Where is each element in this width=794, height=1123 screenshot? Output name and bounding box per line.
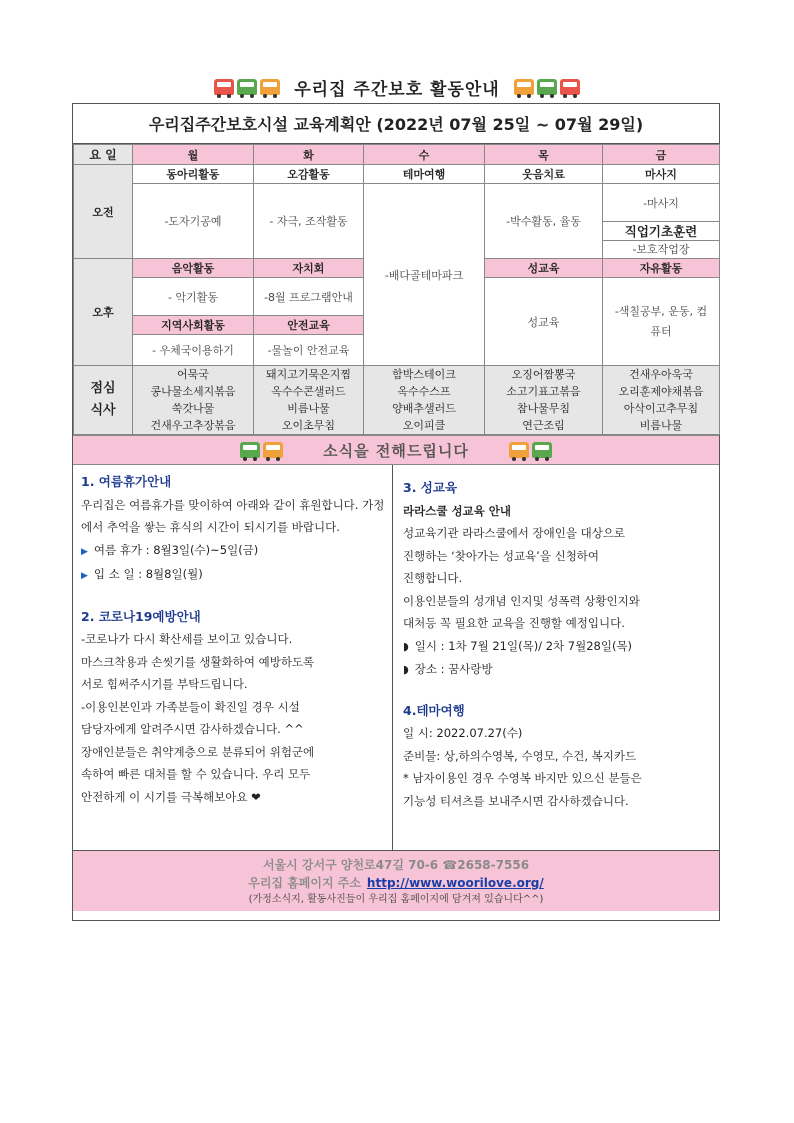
wed-desc: -배다골테마파크 xyxy=(364,184,485,366)
section-title: 3. 성교육 xyxy=(403,480,458,495)
menu-item: 돼지고기묵은지찜 xyxy=(265,368,351,381)
text-line: 장애인분들은 취약계층으로 분류되어 위험군에 xyxy=(81,744,315,759)
menu-item: 콩나물소세지볶음 xyxy=(150,385,236,398)
list-item-text: 장소 : 꿈사랑방 xyxy=(414,662,493,676)
lunch-label-line1: 점심 xyxy=(90,381,116,396)
text-line: -코로나가 다시 확산세를 보이고 있습니다. xyxy=(81,632,293,646)
menu-item: 양배추샐러드 xyxy=(392,402,456,415)
mon-am-desc: -도자기공예 xyxy=(133,184,254,259)
triangle-bullet-icon: ▶ xyxy=(81,546,88,557)
day-label: 요 일 xyxy=(74,145,133,165)
bus-icon xyxy=(240,442,260,458)
list-item-text: 여름 휴가 : 8월3일(수)~5일(금) xyxy=(93,542,259,557)
lunch-label-line2: 식사 xyxy=(90,403,116,418)
newsletter-frame xyxy=(72,103,720,921)
list-item xyxy=(403,635,711,659)
thu-am-desc: -박수활동, 율동 xyxy=(485,184,603,259)
tue-pm-desc: -8월 프로그램안내 xyxy=(254,278,364,316)
homepage-label: 우리집 홈페이지 주소 xyxy=(248,876,361,890)
day-fri: 금 xyxy=(603,145,720,165)
mon-am-title: 동아리활동 xyxy=(133,165,254,184)
menu-item: 옥수수스프 xyxy=(397,385,451,398)
thu-pm-title: 성교육 xyxy=(485,259,603,278)
fri-pm-title: 자유활동 xyxy=(603,259,720,278)
mon-pm-desc2: - 우체국이용하기 xyxy=(133,335,254,366)
news-header-bar xyxy=(73,435,719,465)
bus-icon xyxy=(260,79,280,95)
mon-pm-title2: 지역사회활동 xyxy=(133,316,254,335)
section-subtitle: 라라스쿨 성교육 안내 xyxy=(403,503,511,518)
footer xyxy=(73,850,719,911)
bus-icon xyxy=(532,442,552,458)
section-body: 우리집은 여름휴가를 맞이하여 아래와 같이 휴원합니다. 가정에서 추억을 쌓는 휴식의 시간이 되시기를 바랍니다. xyxy=(81,497,385,534)
fri-pm-desc: -색칠공부, 운동, 컴퓨터 xyxy=(603,278,720,366)
menu-item: 오이초무침 xyxy=(281,419,336,432)
afternoon-label: 오후 xyxy=(74,259,133,366)
list-item xyxy=(403,658,711,682)
lunch-thu xyxy=(485,366,603,435)
list-item-text: 입 소 일 : 8월8일(월) xyxy=(93,567,203,581)
lunch-fri xyxy=(603,366,720,435)
news-left-column xyxy=(73,465,393,850)
homepage-link[interactable]: http://www.woorilove.org/ xyxy=(366,876,544,890)
fri-am-desc2: -보호작업장 xyxy=(632,243,690,256)
text-line: 기능성 티셔츠를 보내주시면 감사하겠습니다. xyxy=(403,793,629,808)
bus-icon xyxy=(509,442,529,458)
morning-label: 오전 xyxy=(74,165,133,259)
tue-am-title: 오감활동 xyxy=(254,165,364,184)
bus-icons xyxy=(509,442,552,458)
menu-item: 쑥갓나물 xyxy=(171,402,215,415)
news-body xyxy=(73,465,719,850)
bus-icon xyxy=(214,79,234,95)
lunch-wed xyxy=(364,366,485,435)
fri-am-title: 마사지 xyxy=(603,165,720,184)
text-line: 속하여 빠른 대처를 할 수 있습니다. 우리 모두 xyxy=(81,767,311,781)
menu-item: 옥수수콘샐러드 xyxy=(271,385,346,398)
day-wed: 수 xyxy=(364,145,485,165)
list-item xyxy=(81,563,386,588)
menu-item: 소고기표고볶음 xyxy=(506,385,581,398)
list-item xyxy=(81,539,386,564)
bullet-icon: ◗ xyxy=(403,639,409,653)
lunch-tue xyxy=(254,366,364,435)
bus-icon xyxy=(237,79,257,95)
tue-pm-title: 자치회 xyxy=(254,259,364,278)
day-mon: 월 xyxy=(133,145,254,165)
fri-am-title2: 직업기초훈련 xyxy=(603,222,719,241)
menu-item: 비름나물 xyxy=(639,419,683,432)
bus-icon xyxy=(560,79,580,95)
lunch-row xyxy=(74,366,720,435)
footer-address: 서울시 강서구 양천로47길 70-6 ☎2658-7556 xyxy=(262,858,530,872)
bus-icon xyxy=(263,442,283,458)
mon-pm-desc: - 악기활동 xyxy=(133,278,254,316)
menu-item: 건새우아욱국 xyxy=(629,368,693,381)
bus-icons-left xyxy=(214,79,280,95)
bullet-icon: ◗ xyxy=(403,663,409,676)
section-title: 2. 코로나19예방안내 xyxy=(81,608,201,624)
menu-item: 오리훈제야채볶음 xyxy=(618,385,704,398)
thu-pm-desc: 성교육 xyxy=(485,278,603,366)
text-line: 이용인분들의 성개념 인지및 성폭력 상황인지와 xyxy=(403,593,640,608)
menu-item: 함박스테이크 xyxy=(392,368,456,381)
news-right-column xyxy=(393,465,719,850)
lunch-label xyxy=(74,366,133,435)
footer-note: (가정소식지, 활동사진들이 우리집 홈페이지에 담겨져 있습니다^^) xyxy=(248,894,544,905)
text-line: 일 시: 2022.07.27(수) xyxy=(403,726,523,740)
text-line: 담당자에게 알려주시면 감사하겠습니다. ^^ xyxy=(81,722,304,736)
text-line: * 남자이용인 경우 수영복 바지만 있으신 분들은 xyxy=(403,771,642,785)
tue-pm-title2: 안전교육 xyxy=(254,316,364,335)
menu-item: 건새우고추장볶음 xyxy=(150,419,236,432)
day-tue: 화 xyxy=(254,145,364,165)
plan-title: 우리집주간보호시설 교육계획안 (2022년 07월 25일 ~ 07월 29일) xyxy=(73,104,719,144)
menu-item: 참나물무침 xyxy=(516,402,571,415)
section-title: 4.테마여행 xyxy=(403,702,465,718)
bus-icon xyxy=(514,79,534,95)
menu-item: 비름나물 xyxy=(287,402,330,415)
menu-item: 어묵국 xyxy=(177,368,209,381)
list-item-text: 일시 : 1차 7월 21일(목)/ 2차 7월28일(목) xyxy=(414,638,633,653)
day-thu: 목 xyxy=(485,145,603,165)
schedule-table xyxy=(73,144,720,435)
text-line: 진행하는 ‘찾아가는 성교육’을 신청하여 xyxy=(403,548,600,563)
menu-item: 오징어짬뽕국 xyxy=(511,368,576,381)
bus-icons xyxy=(240,442,283,458)
triangle-bullet-icon: ▶ xyxy=(81,571,88,581)
wed-title: 테마여행 xyxy=(364,165,485,184)
text-line: 준비물: 상,하의수영복, 수영모, 수건, 복지카드 xyxy=(403,748,637,763)
lunch-mon xyxy=(133,366,254,435)
section-title: 1. 여름휴가안내 xyxy=(81,474,172,489)
footer-homepage xyxy=(73,874,719,892)
page-header xyxy=(0,72,794,102)
text-line: -이용인본인과 가족분들이 확진일 경우 시설 xyxy=(81,699,300,714)
page-title: 우리집 주간보호 활동안내 xyxy=(294,79,500,100)
text-line: 서로 힘써주시기를 부탁드립니다. xyxy=(81,677,248,691)
bus-icon xyxy=(537,79,557,95)
tue-am-desc: - 자극, 조작활동 xyxy=(254,184,364,259)
menu-item: 연근조림 xyxy=(522,419,565,432)
news-header: 소식을 전해드립니다 xyxy=(323,441,469,460)
text-line: 성교육기관 라라스쿨에서 장애인을 대상으로 xyxy=(403,526,626,540)
fri-am-desc: -마사지 xyxy=(603,184,720,222)
text-line: 마스크착용과 손씻기를 생활화하여 예방하도록 xyxy=(81,654,315,669)
menu-item: 아삭이고추무침 xyxy=(623,402,699,415)
text-line: 진행합니다. xyxy=(403,571,463,585)
menu-item: 오이피클 xyxy=(402,419,446,432)
tue-pm-desc2: -물놀이 안전교육 xyxy=(254,335,364,366)
thu-am-title: 웃음치료 xyxy=(485,165,603,184)
bus-icons-right xyxy=(514,79,580,95)
text-line: 안전하게 이 시기를 극복해보아요 ❤ xyxy=(81,789,261,804)
text-line: 대처등 꼭 필요한 교육을 진행할 예정입니다. xyxy=(403,616,625,630)
schedule-header-row xyxy=(74,145,720,165)
mon-pm-title: 음악활동 xyxy=(133,259,254,278)
